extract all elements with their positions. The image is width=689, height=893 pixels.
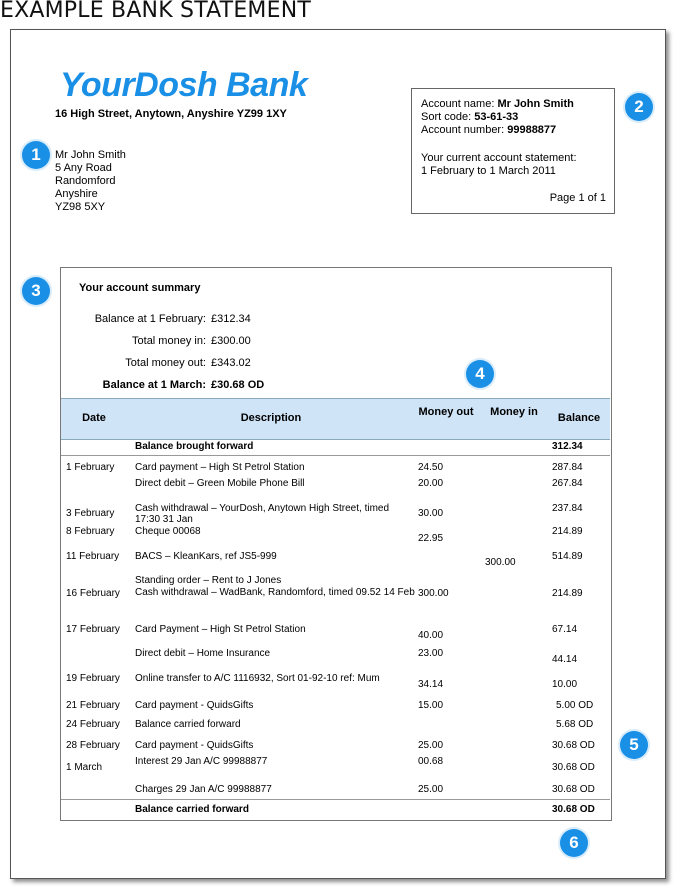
table-header (61, 398, 610, 440)
statement-label: Your current account statement: (421, 152, 577, 164)
row-description: Card payment - QuidsGifts (135, 740, 254, 751)
row-money-out: 30.00 (418, 508, 444, 519)
sort-code (421, 111, 518, 123)
row-balance: 67.14 (552, 624, 578, 635)
brought-forward-label: Balance brought forward (135, 441, 254, 452)
row-balance: 30.68 OD (552, 762, 595, 773)
row-description: Interest 29 Jan A/C 99988877 (135, 756, 268, 767)
summary-value: £300.00 (211, 335, 251, 347)
row-money-out: 24.50 (418, 462, 444, 473)
row-money-out: 25.00 (418, 740, 444, 751)
row-money-out: 23.00 (418, 648, 444, 659)
statement-box (60, 267, 612, 821)
callout-badge-2: 2 (625, 93, 653, 121)
account-number-value: 99988877 (507, 124, 557, 136)
sort-code-value: 53-61-33 (474, 111, 519, 123)
brought-forward-balance: 312.34 (552, 441, 583, 452)
row-balance: 267.84 (552, 478, 583, 489)
page-heading: EXAMPLE BANK STATEMENT (0, 0, 311, 23)
sort-code-label: Sort code: (421, 111, 472, 123)
address-line: Anyshire (55, 188, 98, 200)
row-date: 24 February (66, 719, 120, 730)
row-money-in: 300.00 (485, 557, 516, 568)
row-money-out: 15.00 (418, 700, 444, 711)
callout-badge-1: 1 (22, 141, 50, 169)
header-description: Description (240, 412, 302, 424)
row-description: Card Payment – High St Petrol Station (135, 624, 306, 635)
row-date: 8 February (66, 526, 115, 537)
row-balance: 237.84 (552, 503, 583, 514)
account-name-value: Mr John Smith (497, 98, 574, 110)
summary-value: £30.68 OD (211, 379, 265, 391)
row-description: Balance carried forward (135, 719, 241, 730)
row-description: Cash withdrawal – YourDosh, Anytown High Street, timed 17:30 31 Jan (135, 503, 390, 525)
row-date: 28 February (66, 740, 120, 751)
address-line: 5 Any Road (55, 162, 112, 174)
header-money-out: Money out (418, 406, 474, 418)
account-name (421, 98, 574, 110)
header-money-in: Money in (490, 406, 538, 418)
row-description: Online transfer to A/C 1116932, Sort 01-92-10 ref: Mum (135, 673, 380, 684)
row-description: Card payment – High St Petrol Station (135, 462, 305, 473)
callout-badge-3: 3 (22, 277, 50, 305)
bank-logo: YourDosh Bank (60, 66, 308, 104)
row-balance: 30.68 OD (552, 784, 595, 795)
account-number-label: Account number: (421, 124, 505, 136)
callout-badge-5: 5 (620, 731, 648, 759)
row-description: Charges 29 Jan A/C 99988877 (135, 784, 272, 795)
row-balance: 5.68 OD (556, 719, 594, 730)
row-description: BACS – KleanKars, ref JS5-999 (135, 551, 277, 562)
callout-badge-4: 4 (466, 360, 494, 388)
row-description: Direct debit – Home Insurance (135, 648, 271, 659)
account-name-label: Account name: (421, 98, 495, 110)
row-date: 21 February (66, 700, 120, 711)
row-balance: 10.00 (552, 679, 578, 690)
row-description: Direct debit – Green Mobile Phone Bill (135, 478, 305, 489)
row-balance: 287.84 (552, 462, 583, 473)
row-description: Card payment - QuidsGifts (135, 700, 254, 711)
summary-title: Your account summary (79, 282, 201, 294)
row-date: 11 February (66, 551, 120, 562)
row-date: 1 March (66, 762, 103, 773)
summary-label: Balance at 1 March: (102, 379, 206, 391)
summary-label: Total money out: (125, 357, 206, 369)
row-money-out: 00.68 (418, 756, 444, 767)
row-divider (61, 455, 610, 456)
header-date: Date (82, 412, 106, 424)
address-line: Mr John Smith (55, 149, 126, 161)
account-number (421, 124, 556, 136)
customer-address (55, 149, 126, 214)
row-divider (61, 799, 610, 800)
row-date: 16 February (66, 588, 120, 599)
row-balance: 44.14 (552, 654, 578, 665)
row-balance: 5.00 OD (556, 700, 594, 711)
address-line: Randomford (55, 175, 116, 187)
row-balance: 214.89 (552, 588, 583, 599)
carried-forward-balance: 30.68 OD (552, 804, 595, 815)
row-money-out: 25.00 (418, 784, 444, 795)
summary-label: Total money in: (132, 335, 206, 347)
row-balance: 214.89 (552, 526, 583, 537)
row-description: Cash withdrawal – WadBank, Randomford, timed 09.52 14 Feb (135, 587, 415, 598)
summary-label: Balance at 1 February: (94, 313, 206, 325)
row-money-out: 22.95 (418, 533, 444, 544)
row-description: Cheque 00068 (135, 526, 201, 537)
summary-value: £343.02 (211, 357, 251, 369)
row-money-out: 300.00 (418, 588, 449, 599)
address-line: YZ98 5XY (55, 201, 106, 213)
statement-period: 1 February to 1 March 2011 (421, 165, 556, 177)
row-money-out: 20.00 (418, 478, 444, 489)
row-balance: 30.68 OD (552, 740, 595, 751)
row-date: 3 February (66, 508, 115, 519)
page-number: Page 1 of 1 (549, 192, 606, 204)
account-details-box (411, 88, 615, 214)
summary-value: £312.34 (211, 313, 251, 325)
row-description: Standing order – Rent to J Jones (135, 575, 282, 586)
header-balance: Balance (557, 412, 601, 424)
row-date: 19 February (66, 673, 120, 684)
row-balance: 514.89 (552, 551, 583, 562)
row-date: 1 February (66, 462, 115, 473)
carried-forward-label: Balance carried forward (135, 804, 249, 815)
bank-address: 16 High Street, Anytown, Anyshire YZ99 1XY (55, 108, 287, 120)
row-money-out: 40.00 (418, 630, 444, 641)
callout-badge-6: 6 (560, 829, 588, 857)
row-date: 17 February (66, 624, 120, 635)
row-money-out: 34.14 (418, 679, 444, 690)
